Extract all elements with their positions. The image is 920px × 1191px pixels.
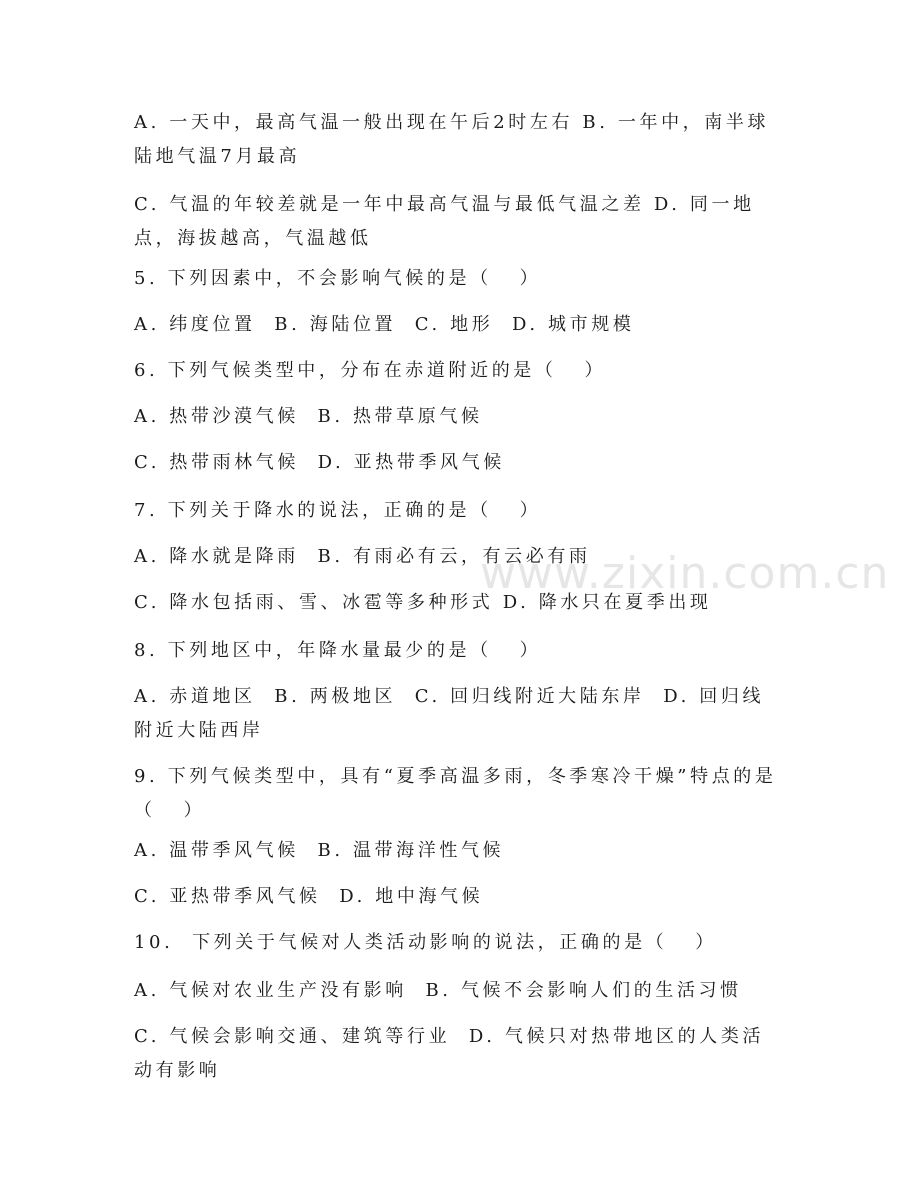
question-10-options-cd: C. 气候会影响交通、建筑等行业 D. 气候只对热带地区的人类活动有影响	[134, 1026, 765, 1081]
question-8-stem: 8. 下列地区中，年降水量最少的是（ ）	[134, 640, 542, 661]
question-5-stem: 5. 下列因素中，不会影响气候的是（ ）	[134, 268, 542, 289]
question-8-options: A. 赤道地区 B. 两极地区 C. 回归线附近大陆东岸 D. 回归线附近大陆西岸	[134, 686, 765, 741]
question-9-options-ab: A. 温带季风气候 B. 温带海洋性气候	[134, 840, 505, 861]
question-6-stem: 6. 下列气候类型中，分布在赤道附近的是（ ）	[134, 360, 607, 381]
question-9-stem: 9. 下列气候类型中，具有“夏季高温多雨，冬季寒冷干燥”特点的是（ ）	[134, 766, 777, 821]
question-6-options-ab: A. 热带沙漠气候 B. 热带草原气候	[134, 406, 483, 427]
question-7-stem: 7. 下列关于降水的说法，正确的是（ ）	[134, 500, 542, 521]
question-6-options-cd: C. 热带雨林气候 D. 亚热带季风气候	[134, 452, 505, 473]
question-7-options-cd: C. 降水包括雨、雪、冰雹等多种形式 D. 降水只在夏季出现	[134, 592, 712, 613]
question-5-options: A. 纬度位置 B. 海陆位置 C. 地形 D. 城市规模	[134, 314, 635, 335]
question-4-options-cd: C. 气温的年较差就是一年中最高气温与最低气温之差 D. 同一地点，海拔越高，气温越低	[134, 194, 755, 249]
question-10-stem: 10. 下列关于气候对人类活动影响的说法，正确的是（ ）	[134, 932, 717, 953]
question-7-options-ab: A. 降水就是降雨 B. 有雨必有云，有云必有雨	[134, 546, 591, 567]
question-4-options-ab: A. 一天中，最高气温一般出现在午后2时左右 B. 一年中，南半球陆地气温7月最高	[134, 112, 770, 167]
question-9-options-cd: C. 亚热带季风气候 D. 地中海气候	[134, 886, 484, 907]
watermark: www.zixin.com.cn	[480, 548, 890, 599]
question-10-options-ab: A. 气候对农业生产没有影响 B. 气候不会影响人们的生活习惯	[134, 980, 742, 1001]
